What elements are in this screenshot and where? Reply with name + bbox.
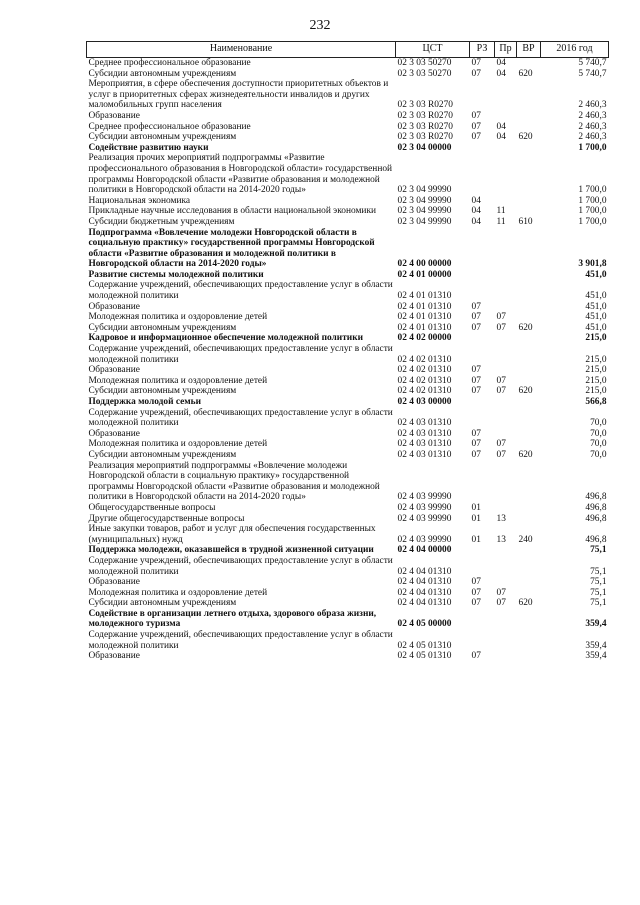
row-vr	[517, 58, 541, 69]
row-vr	[517, 439, 541, 450]
row-amount: 70,0	[590, 418, 607, 429]
table-row	[87, 344, 609, 365]
row-amount: 2 460,3	[578, 121, 607, 132]
row-pr	[495, 630, 517, 651]
row-vr: 620	[518, 386, 533, 397]
row-vr	[517, 196, 541, 207]
row-rz: 07	[471, 577, 481, 588]
row-pr: 07	[496, 386, 506, 397]
row-name: Субсидии автономным учреждениям	[88, 132, 237, 143]
row-rz: 01	[471, 502, 481, 513]
row-amount: 1 700,0	[578, 195, 607, 206]
row-name: Субсидии бюджетным учреждениям	[88, 216, 235, 227]
table-body	[87, 58, 609, 662]
row-name: Образование	[88, 365, 140, 376]
row-vr	[517, 503, 541, 514]
table-row	[87, 280, 609, 301]
row-vr	[517, 609, 541, 630]
row-name: Общегосударственные вопросы	[88, 502, 216, 513]
row-rz	[470, 461, 495, 503]
row-cst: 02 4 05 00000	[397, 619, 452, 630]
row-pr	[495, 408, 517, 429]
row-amount: 70,0	[590, 428, 607, 439]
row-amount: 451,0	[585, 312, 607, 323]
table-row	[87, 651, 609, 662]
row-name: Поддержка молодой семьи	[88, 397, 202, 407]
row-name: Субсидии автономным учреждениям	[88, 449, 237, 460]
row-amount: 1 700,0	[578, 142, 607, 153]
row-cst: 02 3 03 R0270	[397, 100, 453, 111]
table-row	[87, 302, 609, 313]
row-name: Прикладные научные исследования в области национальной экономики	[88, 206, 377, 217]
row-amount: 2 460,3	[578, 110, 607, 121]
row-vr	[517, 228, 541, 270]
table-row	[87, 153, 609, 195]
row-name: Содействие развитию науки	[88, 142, 209, 153]
row-amount: 359,4	[585, 651, 607, 662]
row-name: Содержание учреждений, обеспечивающих предоставление услуг в области молодежной политики	[88, 344, 393, 365]
row-pr: 04	[496, 121, 506, 132]
row-vr	[517, 344, 541, 365]
row-rz: 07	[471, 651, 481, 662]
table-row	[87, 132, 609, 143]
row-vr: 620	[518, 449, 533, 460]
row-name: Содержание учреждений, обеспечивающих предоставление услуг в области молодежной политики	[88, 280, 393, 302]
table-row	[87, 588, 609, 599]
row-name: Содержание учреждений, обеспечивающих предоставление услуг в области молодежной политики	[88, 630, 393, 651]
row-cst: 02 3 03 R0270	[397, 110, 453, 121]
row-pr: 07	[496, 312, 506, 323]
row-rz: 07	[471, 365, 481, 376]
row-amount: 1 700,0	[578, 206, 607, 217]
row-vr	[517, 651, 541, 662]
row-rz: 07	[471, 439, 481, 450]
table-row	[87, 397, 609, 408]
row-name: Субсидии автономным учреждениям	[88, 322, 237, 333]
row-rz: 07	[471, 587, 481, 598]
row-amount: 359,4	[585, 619, 607, 630]
row-cst: 02 3 03 R0270	[397, 121, 453, 132]
row-vr	[517, 408, 541, 429]
table-row	[87, 217, 609, 228]
row-pr	[495, 365, 517, 376]
row-name: Молодежная политика и оздоровление детей	[88, 587, 268, 598]
row-name: Реализация мероприятий подпрограммы «Вовлечение молодежи Новгородской области в социальную практику» государственной программы Новгородской области «Развитие образования и молодежной политики в Новгородской области на 2014-2020 годы»	[88, 460, 380, 503]
row-cst: 02 3 04 99990	[397, 195, 452, 206]
row-vr	[517, 270, 541, 281]
table-row	[87, 450, 609, 461]
table-row	[87, 545, 609, 556]
row-vr	[517, 397, 541, 408]
row-pr: 07	[496, 587, 506, 598]
row-amount: 70,0	[590, 449, 607, 460]
row-pr: 11	[496, 216, 506, 227]
row-rz: 07	[471, 598, 481, 609]
row-name: Подпрограмма «Вовлечение молодежи Новгородской области в социальную практику» государственной программы Новгородской области «Развитие образования и молодежной политики в Новгородской области на 2014-2020 годы»	[88, 227, 375, 270]
row-cst: 02 4 03 01310	[397, 449, 452, 460]
row-name: Поддержка молодежи, оказавшейся в трудной жизненной ситуации	[88, 545, 374, 556]
row-amount: 1 700,0	[578, 216, 607, 227]
row-amount: 451,0	[585, 291, 607, 302]
table-row	[87, 69, 609, 80]
table-row	[87, 79, 609, 111]
row-name: Молодежная политика и оздоровление детей	[88, 312, 268, 323]
row-amount: 75,1	[590, 587, 607, 598]
row-rz: 04	[471, 206, 481, 217]
row-rz	[470, 397, 495, 408]
row-rz	[470, 153, 495, 195]
row-pr: 11	[496, 206, 506, 217]
table-row	[87, 609, 609, 630]
row-name: Среднее профессиональное образование	[88, 121, 251, 132]
row-amount: 451,0	[585, 269, 607, 280]
row-vr	[517, 461, 541, 503]
row-rz: 07	[471, 68, 481, 79]
row-amount: 215,0	[585, 375, 607, 386]
row-name: Национальная экономика	[88, 195, 191, 206]
row-name: Среднее профессиональное образование	[88, 58, 251, 68]
table-row	[87, 429, 609, 440]
table-row	[87, 228, 609, 270]
row-amount: 215,0	[585, 333, 607, 344]
row-rz: 07	[471, 132, 481, 143]
row-cst: 02 4 00 00000	[397, 259, 452, 270]
row-pr	[495, 111, 517, 122]
row-pr	[495, 577, 517, 588]
row-cst: 02 4 03 01310	[397, 439, 452, 450]
row-rz	[470, 609, 495, 630]
row-rz	[470, 630, 495, 651]
table-row	[87, 386, 609, 397]
row-pr: 13	[496, 513, 506, 524]
row-name: Субсидии автономным учреждениям	[88, 598, 237, 609]
row-cst: 02 4 03 01310	[397, 428, 452, 439]
header-amount: 2016 год	[541, 42, 609, 58]
row-pr	[495, 143, 517, 154]
row-cst: 02 4 03 99990	[397, 534, 452, 545]
row-rz	[470, 280, 495, 301]
row-rz	[470, 344, 495, 365]
row-pr: 04	[496, 132, 506, 143]
row-cst: 02 3 04 99990	[397, 216, 452, 227]
row-rz: 07	[471, 386, 481, 397]
table-row	[87, 143, 609, 154]
row-rz	[470, 408, 495, 429]
row-rz: 04	[471, 195, 481, 206]
row-pr	[495, 609, 517, 630]
table-row	[87, 323, 609, 334]
table-row	[87, 598, 609, 609]
row-cst: 02 4 03 99990	[397, 492, 452, 503]
row-vr	[517, 79, 541, 111]
row-cst: 02 4 02 00000	[397, 333, 452, 344]
row-name: Кадровое и информационное обеспечение молодежной политики	[88, 333, 364, 344]
row-rz: 07	[471, 312, 481, 323]
row-amount: 2 460,3	[578, 132, 607, 143]
row-vr	[517, 514, 541, 525]
row-amount: 451,0	[585, 301, 607, 312]
row-vr	[517, 545, 541, 556]
row-cst: 02 3 04 99990	[397, 185, 452, 196]
row-cst: 02 4 04 01310	[397, 598, 452, 609]
row-vr: 610	[518, 216, 533, 227]
table-row	[87, 503, 609, 514]
row-vr	[517, 206, 541, 217]
row-vr	[517, 630, 541, 651]
row-amount: 215,0	[585, 386, 607, 397]
row-amount: 359,4	[585, 640, 607, 651]
row-pr: 07	[496, 598, 506, 609]
row-amount: 496,8	[585, 534, 607, 545]
row-pr	[495, 153, 517, 195]
row-amount: 215,0	[585, 354, 607, 365]
row-cst: 02 4 04 01310	[397, 577, 452, 588]
row-rz: 07	[471, 121, 481, 132]
row-vr	[517, 143, 541, 154]
table-row	[87, 365, 609, 376]
row-vr	[517, 122, 541, 133]
row-name: Образование	[88, 651, 140, 662]
table-row	[87, 312, 609, 323]
row-pr	[495, 344, 517, 365]
table-header-row	[87, 42, 609, 58]
row-amount: 451,0	[585, 322, 607, 333]
row-cst: 02 4 03 01310	[397, 418, 452, 429]
row-rz: 04	[471, 216, 481, 227]
row-amount: 3 901,8	[578, 259, 607, 270]
table-row	[87, 122, 609, 133]
row-cst: 02 4 04 01310	[397, 566, 452, 577]
row-pr	[495, 228, 517, 270]
table-row	[87, 58, 609, 69]
row-vr	[517, 556, 541, 577]
header-pr: Пр	[495, 42, 517, 58]
row-pr: 07	[496, 449, 506, 460]
row-name: Молодежная политика и оздоровление детей	[88, 439, 268, 450]
row-pr	[495, 302, 517, 313]
row-cst: 02 4 02 01310	[397, 386, 452, 397]
row-cst: 02 4 03 99990	[397, 502, 452, 513]
row-cst: 02 4 01 01310	[397, 322, 452, 333]
row-vr	[517, 333, 541, 344]
row-pr: 07	[496, 375, 506, 386]
row-rz: 07	[471, 301, 481, 312]
table-row	[87, 408, 609, 429]
table-row	[87, 461, 609, 503]
row-rz: 07	[471, 449, 481, 460]
table-row	[87, 439, 609, 450]
header-cst: ЦСТ	[396, 42, 470, 58]
budget-table	[86, 41, 609, 662]
table-row	[87, 333, 609, 344]
row-vr	[517, 280, 541, 301]
row-amount: 75,1	[590, 545, 607, 556]
row-cst: 02 4 03 99990	[397, 513, 452, 524]
row-cst: 02 3 03 50270	[397, 68, 452, 79]
row-vr	[517, 577, 541, 588]
table-row	[87, 196, 609, 207]
row-name: Развитие системы молодежной политики	[88, 269, 264, 280]
table-row	[87, 577, 609, 588]
row-cst: 02 4 02 01310	[397, 354, 452, 365]
row-vr	[517, 588, 541, 599]
row-vr: 620	[518, 598, 533, 609]
row-cst: 02 3 04 99990	[397, 206, 452, 217]
table-row	[87, 376, 609, 387]
row-name: Субсидии автономным учреждениям	[88, 386, 237, 397]
row-name: Образование	[88, 577, 140, 588]
row-cst: 02 4 01 00000	[397, 269, 452, 280]
row-rz	[470, 270, 495, 281]
row-amount: 75,1	[590, 566, 607, 577]
row-vr	[517, 111, 541, 122]
row-pr: 04	[496, 58, 506, 68]
row-pr	[495, 397, 517, 408]
row-cst: 02 4 02 01310	[397, 365, 452, 376]
row-cst: 02 4 05 01310	[397, 651, 452, 662]
row-cst: 02 4 01 01310	[397, 301, 452, 312]
row-cst: 02 3 03 50270	[397, 58, 452, 68]
row-amount: 5 740,7	[578, 68, 607, 79]
row-rz: 07	[471, 110, 481, 121]
row-name: Образование	[88, 301, 140, 312]
header-vr: ВР	[517, 42, 541, 58]
row-amount: 75,1	[590, 577, 607, 588]
row-rz	[470, 333, 495, 344]
row-amount: 5 740,7	[578, 58, 607, 68]
row-pr	[495, 333, 517, 344]
row-pr	[495, 280, 517, 301]
row-name: Содействие в организации летнего отдыха, здорового образа жизни, молодежного туризма	[88, 608, 377, 630]
row-cst: 02 4 01 01310	[397, 291, 452, 302]
row-rz: 07	[471, 428, 481, 439]
row-name: Молодежная политика и оздоровление детей	[88, 375, 268, 386]
row-amount: 215,0	[585, 365, 607, 376]
row-cst: 02 4 01 01310	[397, 312, 452, 323]
row-name: Образование	[88, 428, 140, 439]
row-rz: 07	[471, 58, 481, 68]
table-row	[87, 111, 609, 122]
row-cst: 02 4 02 01310	[397, 375, 452, 386]
row-name: Субсидии автономным учреждениям	[88, 68, 237, 79]
row-vr: 240	[518, 534, 533, 545]
row-rz	[470, 143, 495, 154]
row-amount: 496,8	[585, 502, 607, 513]
row-rz	[470, 79, 495, 111]
row-pr	[495, 270, 517, 281]
row-rz: 07	[471, 322, 481, 333]
row-rz	[470, 545, 495, 556]
row-pr: 07	[496, 322, 506, 333]
row-pr	[495, 556, 517, 577]
row-cst: 02 3 03 R0270	[397, 132, 453, 143]
row-vr: 620	[518, 132, 533, 143]
row-amount: 496,8	[585, 513, 607, 524]
table-row	[87, 270, 609, 281]
row-cst: 02 4 03 00000	[397, 397, 452, 407]
row-amount: 75,1	[590, 598, 607, 609]
row-vr	[517, 153, 541, 195]
row-rz: 01	[471, 534, 481, 545]
row-pr	[495, 503, 517, 514]
row-pr	[495, 429, 517, 440]
row-pr: 04	[496, 68, 506, 79]
row-name: Другие общегосударственные вопросы	[88, 513, 245, 524]
table-row	[87, 524, 609, 545]
row-rz	[470, 228, 495, 270]
row-vr: 620	[518, 322, 533, 333]
row-vr	[517, 312, 541, 323]
row-name: Иные закупки товаров, работ и услуг для обеспечения государственных (муниципальных) нужд	[88, 524, 376, 545]
row-vr	[517, 302, 541, 313]
row-pr	[495, 461, 517, 503]
row-amount: 2 460,3	[578, 100, 607, 111]
row-pr	[495, 79, 517, 111]
row-vr	[517, 365, 541, 376]
table-row	[87, 556, 609, 577]
page-number: 232	[309, 18, 331, 33]
row-cst: 02 4 04 01310	[397, 587, 452, 598]
header-name: Наименование	[87, 42, 396, 58]
table-row	[87, 206, 609, 217]
row-name: Образование	[88, 110, 140, 121]
row-cst: 02 3 04 00000	[397, 142, 452, 153]
row-amount: 566,8	[585, 397, 607, 407]
row-pr: 13	[496, 534, 506, 545]
row-cst: 02 4 04 00000	[397, 545, 452, 556]
row-pr	[495, 196, 517, 207]
row-name: Реализация прочих мероприятий подпрограммы «Развитие профессионального образования в Новгородской области» государственной программы Новгородской области «Развитие образования и молодежной политики в Новгородской области на 2014-2020 годы»	[88, 153, 393, 196]
row-name: Мероприятия, в сфере обеспечения доступности приоритетных объектов и услуг в приоритетных сферах жизнедеятельности инвалидов и других маломобильных групп населения	[88, 79, 389, 111]
row-amount: 70,0	[590, 439, 607, 450]
row-name: Содержание учреждений, обеспечивающих предоставление услуг в области молодежной политики	[88, 555, 393, 577]
table-row	[87, 630, 609, 651]
row-amount: 1 700,0	[578, 185, 607, 196]
row-rz	[470, 556, 495, 577]
row-vr: 620	[518, 68, 533, 79]
row-pr	[495, 651, 517, 662]
row-pr: 07	[496, 439, 506, 450]
row-rz: 07	[471, 375, 481, 386]
row-pr	[495, 545, 517, 556]
row-vr	[517, 376, 541, 387]
row-vr	[517, 429, 541, 440]
table-row	[87, 514, 609, 525]
row-cst: 02 4 05 01310	[397, 640, 452, 651]
header-rz: РЗ	[470, 42, 495, 58]
row-rz: 01	[471, 513, 481, 524]
row-name: Содержание учреждений, обеспечивающих предоставление услуг в области молодежной политики	[88, 407, 393, 429]
row-amount: 496,8	[585, 492, 607, 503]
